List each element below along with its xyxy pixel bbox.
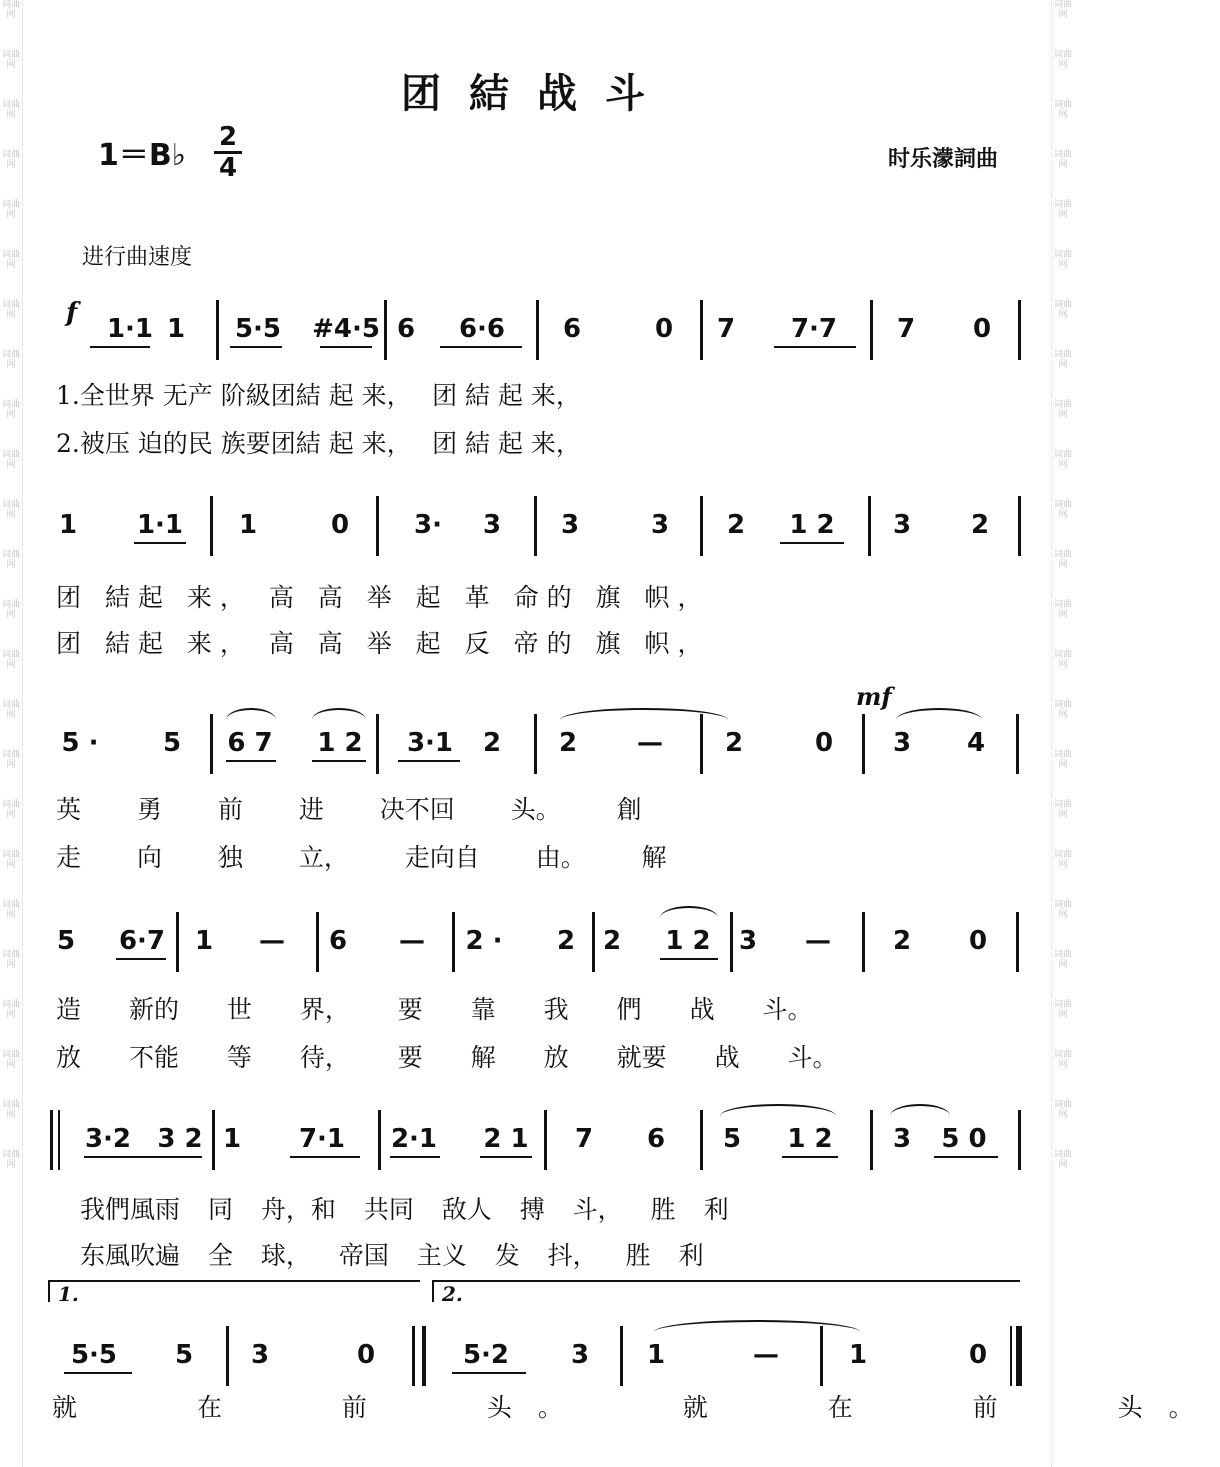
barline — [1018, 496, 1021, 556]
lyrics-verse-2-line-1 — [50, 424, 1025, 464]
note: 6 7 — [227, 728, 273, 758]
credit: 时乐濛詞曲 — [887, 146, 998, 172]
note: 7·1 — [298, 1124, 346, 1154]
lyrics-verse-2-line-3 — [50, 838, 1025, 878]
tie — [654, 1320, 860, 1344]
note: 0 — [968, 926, 988, 956]
barline — [1018, 300, 1021, 360]
barline — [1016, 714, 1019, 774]
key-signature: 1＝B♭ — [98, 138, 186, 173]
watermark-text: 词曲网 — [1053, 350, 1072, 370]
tie — [560, 708, 728, 732]
barline — [870, 300, 873, 360]
final-barline — [1010, 1326, 1012, 1386]
note: 6 — [562, 314, 582, 344]
lyric-text: 2.被压 迫的民 族要团結 起 来， 团 結 起 来， — [56, 429, 581, 458]
note: 1·1 — [136, 510, 184, 540]
watermark-text: 词曲网 — [1, 900, 20, 920]
beam-underline — [398, 760, 460, 762]
watermark-text: 词曲网 — [1053, 50, 1072, 70]
lyric-text: 放 不能 等 待， 要 解 放 就要 战 斗。 — [56, 1043, 838, 1072]
barline — [378, 1110, 381, 1170]
note: 5 — [56, 926, 76, 956]
note: 1·1 — [106, 314, 154, 344]
note: — — [399, 926, 425, 956]
watermark-text: 词曲网 — [1, 100, 20, 120]
beam-underline — [774, 346, 856, 348]
lyric-text: 走 向 独 立， 走向自 由。 解 — [56, 843, 667, 872]
beam-underline — [934, 1156, 998, 1158]
note: 0 — [814, 728, 834, 758]
watermark-text: 词曲网 — [1, 0, 20, 20]
repeat-end-barline — [412, 1326, 415, 1386]
note: 2·1 — [390, 1124, 438, 1154]
watermark-text: 词曲网 — [1, 850, 20, 870]
slur — [896, 708, 982, 732]
watermark-text: 词曲网 — [1053, 600, 1072, 620]
beam-underline — [320, 346, 372, 348]
watermark-text: 词曲网 — [1053, 450, 1072, 470]
note: 0 — [968, 1340, 988, 1370]
watermark-text: 词曲网 — [1, 650, 20, 670]
note: 2 — [482, 728, 502, 758]
lyrics-verse-1-line-2 — [50, 578, 1025, 618]
note: 3 2 — [157, 1124, 203, 1154]
note: 6 — [646, 1124, 666, 1154]
watermark-text: 词曲网 — [1, 1100, 20, 1120]
barline — [376, 496, 379, 556]
beam-underline — [440, 346, 522, 348]
note: 3·1 — [406, 728, 454, 758]
beam-underline — [452, 1372, 526, 1374]
barline — [210, 496, 213, 556]
watermark-text: 词曲网 — [1053, 300, 1072, 320]
beam-underline — [90, 346, 150, 348]
song-title: 团結战斗 — [401, 70, 673, 117]
watermark-text: 词曲网 — [1, 600, 20, 620]
staff-system-3 — [50, 714, 1025, 794]
tempo-marking: 进行曲速度 — [82, 245, 193, 270]
barline — [534, 714, 537, 774]
beam-underline — [782, 1156, 838, 1158]
note: — — [637, 728, 663, 758]
note: 6·7 — [118, 926, 166, 956]
note: 2 — [724, 728, 744, 758]
note: 3 — [892, 1124, 912, 1154]
final-barline — [1016, 1326, 1022, 1386]
watermark-text: 词曲网 — [1053, 250, 1072, 270]
beam-underline — [134, 542, 186, 544]
lyrics-verse-2-line-4 — [50, 1038, 1025, 1078]
note: 4 — [966, 728, 986, 758]
note: 2 — [556, 926, 576, 956]
beam-underline — [660, 958, 718, 960]
lyrics-verse-1-line-3 — [50, 790, 1025, 830]
lyric-text: 团 結起 来， 高 高 举 起 革 命的 旗 帜， — [56, 583, 711, 612]
beam-underline — [390, 1156, 440, 1158]
note: 2 — [970, 510, 990, 540]
barline — [316, 912, 319, 972]
note: 1 — [222, 1124, 242, 1154]
lyric-text: 团 結起 来， 高 高 举 起 反 帝的 旗 帜， — [56, 629, 711, 658]
watermark-text: 词曲网 — [1053, 750, 1072, 770]
beam-underline — [230, 346, 282, 348]
watermark-text: 词曲网 — [1053, 650, 1072, 670]
barline — [868, 496, 871, 556]
watermark-text: 词曲网 — [1053, 700, 1072, 720]
time-denominator: 4 — [218, 153, 238, 183]
watermark-text: 词曲网 — [1053, 1150, 1072, 1170]
beam-underline — [64, 1372, 132, 1374]
note: 3 — [892, 510, 912, 540]
barline — [226, 1326, 229, 1386]
watermark-text: 词曲网 — [1, 300, 20, 320]
beam-underline — [290, 1156, 360, 1158]
watermark-text: 词曲网 — [1, 700, 20, 720]
staff-system-1 — [50, 300, 1025, 380]
barline — [452, 912, 455, 972]
note: 0 — [654, 314, 674, 344]
barline — [376, 714, 379, 774]
slur — [720, 1104, 836, 1128]
note: 2 1 — [483, 1124, 529, 1154]
note: 1 2 — [317, 728, 363, 758]
barline — [700, 300, 703, 360]
time-numerator: 2 — [218, 122, 238, 152]
watermark-text: 词曲网 — [1053, 1050, 1072, 1070]
slur — [226, 708, 276, 732]
volta-2-label: 2. — [442, 1282, 463, 1306]
watermark-text: 词曲网 — [1, 550, 20, 570]
watermark-text: 词曲网 — [1, 400, 20, 420]
barline — [1018, 1110, 1021, 1170]
slur — [890, 1104, 950, 1128]
watermark-text: 词曲网 — [1053, 500, 1072, 520]
note: #4·5 — [312, 314, 380, 344]
note: 1 2 — [789, 510, 835, 540]
barline — [862, 912, 865, 972]
beam-underline — [116, 958, 166, 960]
watermark-text: 词曲网 — [1, 800, 20, 820]
note: 2 · — [465, 926, 503, 956]
watermark-text: 词曲网 — [1, 1150, 20, 1170]
watermark-text: 词曲网 — [1053, 1100, 1072, 1120]
watermark-text: 词曲网 — [1, 950, 20, 970]
note: 3 — [570, 1340, 590, 1370]
lyrics-verse-1-line-4 — [50, 990, 1025, 1030]
note: 6·6 — [458, 314, 506, 344]
note: 3 — [250, 1340, 270, 1370]
note: 1 — [646, 1340, 666, 1370]
watermark-text: 词曲网 — [1053, 850, 1072, 870]
note: 3 — [738, 926, 758, 956]
note: 1 — [166, 314, 186, 344]
barline — [700, 496, 703, 556]
barline — [216, 300, 219, 360]
note: 2 — [726, 510, 746, 540]
note: 5 · — [61, 728, 99, 758]
barline — [176, 912, 179, 972]
note: 0 — [330, 510, 350, 540]
note: 7 — [574, 1124, 594, 1154]
note: 5 — [174, 1340, 194, 1370]
watermark-text: 词曲网 — [1053, 100, 1072, 120]
lyric-text: 东風吹遍 全 球， 帝国 主义 发 抖， 胜 利 — [80, 1241, 704, 1270]
watermark-text: 词曲网 — [1053, 400, 1072, 420]
note: 3 — [482, 510, 502, 540]
staff-system-5 — [50, 1110, 1025, 1190]
note: 6 — [396, 314, 416, 344]
note: 5·5 — [70, 1340, 118, 1370]
volta-bracket-1 — [48, 1280, 420, 1306]
watermark-text: 词曲网 — [1, 500, 20, 520]
watermark-text: 词曲网 — [1, 1050, 20, 1070]
note: 2 — [892, 926, 912, 956]
note: 7 — [896, 314, 916, 344]
watermark-text: 词曲网 — [1053, 200, 1072, 220]
slur — [660, 906, 718, 930]
watermark-text: 词曲网 — [1053, 1000, 1072, 1020]
barline — [620, 1326, 623, 1386]
watermark-text: 词曲网 — [1, 50, 20, 70]
left-watermark-strip — [0, 0, 23, 1467]
note: 7 — [716, 314, 736, 344]
note: 5 0 — [941, 1124, 987, 1154]
note: 1 2 — [787, 1124, 833, 1154]
lyrics-verse-2-line-2 — [50, 624, 1025, 664]
note: 5 — [162, 728, 182, 758]
note: 3 — [650, 510, 670, 540]
repeat-start-barline — [58, 1110, 60, 1170]
beam-underline — [226, 760, 276, 762]
lyrics-verse-1-line-1 — [50, 376, 1025, 416]
note: 7·7 — [790, 314, 838, 344]
note: 2 — [602, 926, 622, 956]
note: 3·2 — [84, 1124, 132, 1154]
dynamic-mezzo-forte: mf — [856, 682, 892, 711]
note: 3 — [560, 510, 580, 540]
barline — [862, 714, 865, 774]
note: 1 2 — [665, 926, 711, 956]
note: 2 — [558, 728, 578, 758]
note: 1 — [58, 510, 78, 540]
note: 5·5 — [234, 314, 282, 344]
dynamic-forte: f — [66, 298, 78, 328]
watermark-text: 词曲网 — [1, 750, 20, 770]
note: — — [805, 926, 831, 956]
lyric-text: 造 新的 世 界， 要 靠 我 們 战 斗。 — [56, 995, 813, 1024]
lyrics-final-line — [50, 1388, 1220, 1428]
watermark-text: 词曲网 — [1, 350, 20, 370]
note: 1 — [238, 510, 258, 540]
right-watermark-strip — [1051, 0, 1074, 1467]
volta-1-label: 1. — [58, 1282, 79, 1306]
barline — [536, 300, 539, 360]
note: 0 — [972, 314, 992, 344]
watermark-text: 词曲网 — [1053, 800, 1072, 820]
barline — [1016, 912, 1019, 972]
note: 0 — [356, 1340, 376, 1370]
note: 5·2 — [462, 1340, 510, 1370]
lyrics-verse-2-line-5 — [50, 1236, 1025, 1276]
lyric-text: 我們風雨 同 舟，和 共同 敌人 搏 斗， 胜 利 — [80, 1195, 729, 1224]
barline — [534, 496, 537, 556]
volta-bracket-2 — [432, 1280, 1020, 1306]
lyric-text: 就 在 前 头。 就 在 前 头。 — [52, 1393, 1220, 1422]
note: 1 — [194, 926, 214, 956]
barline — [730, 912, 733, 972]
beam-underline — [480, 1156, 532, 1158]
watermark-text: 词曲网 — [1053, 0, 1072, 20]
watermark-text: 词曲网 — [1, 150, 20, 170]
repeat-start-barline — [50, 1110, 53, 1170]
note: 3 — [892, 728, 912, 758]
barline — [700, 1110, 703, 1170]
watermark-text: 词曲网 — [1, 250, 20, 270]
note: 3· — [414, 510, 442, 540]
note: 6 — [328, 926, 348, 956]
watermark-text: 词曲网 — [1053, 950, 1072, 970]
watermark-text: 词曲网 — [1053, 150, 1072, 170]
barline — [212, 1110, 215, 1170]
barline — [544, 1110, 547, 1170]
note: — — [259, 926, 285, 956]
lyrics-verse-1-line-5 — [50, 1190, 1025, 1230]
time-signature — [214, 124, 242, 181]
beam-underline — [84, 1156, 202, 1158]
barline — [384, 300, 387, 360]
slur — [312, 708, 366, 732]
repeat-end-barline — [422, 1326, 426, 1386]
barline — [592, 912, 595, 972]
note: 1 — [848, 1340, 868, 1370]
staff-system-2 — [50, 496, 1025, 576]
barline — [870, 1110, 873, 1170]
lyric-text: 1.全世界 无产 阶級团結 起 来， 团 結 起 来， — [56, 381, 581, 410]
barline — [210, 714, 213, 774]
watermark-text: 词曲网 — [1053, 550, 1072, 570]
note: — — [753, 1340, 779, 1370]
beam-underline — [312, 760, 366, 762]
watermark-text: 词曲网 — [1, 1000, 20, 1020]
beam-underline — [780, 542, 844, 544]
note: 5 — [722, 1124, 742, 1154]
watermark-text: 词曲网 — [1, 450, 20, 470]
watermark-text: 词曲网 — [1, 200, 20, 220]
staff-system-4 — [50, 912, 1025, 992]
watermark-text: 词曲网 — [1053, 900, 1072, 920]
lyric-text: 英 勇 前 进 决不回 头。 創 — [56, 795, 642, 824]
